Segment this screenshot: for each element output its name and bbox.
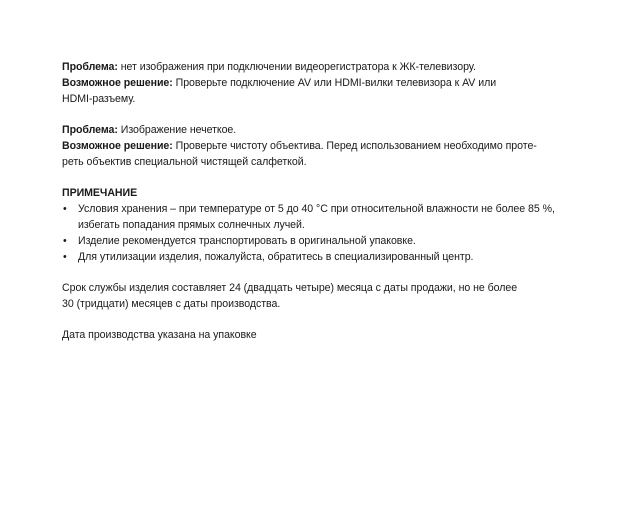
note-item-2: • Изделие рекомендуется транспортировать в оригинальной упаковке. (62, 233, 572, 249)
note-item-1 (62, 201, 572, 233)
service-life (62, 280, 572, 312)
problem-1-text: нет изображения при подключении видеорегистратора к ЖК-телевизору. (117, 61, 476, 73)
problem-1-label: Проблема: (62, 61, 118, 73)
note-item-1-line-1: Условия хранения – при температуре от 5 до 40 °С при относительной влажности не более 85 %, (78, 203, 555, 215)
solution-2 (62, 138, 572, 170)
problem-1 (62, 59, 572, 75)
problem-2 (62, 122, 572, 138)
service-life-line-1: Срок службы изделия составляет 24 (двадцать четыре) месяца с даты продажи, но не более (62, 282, 518, 294)
note-item-1-line-2: избегать попадания прямых солнечных лучей. (78, 219, 305, 231)
solution-1-label: Возможное решение: (62, 77, 173, 89)
note-list (62, 201, 572, 265)
solution-1-line-2: HDMI-разъему. (62, 93, 136, 105)
problem-2-text: Изображение нечеткое. (117, 124, 237, 136)
solution-2-label: Возможное решение: (62, 140, 173, 152)
document-content (62, 59, 572, 343)
problem-2-label: Проблема: (62, 124, 118, 136)
service-life-line-2: 30 (тридцати) месяцев с даты производства. (62, 298, 281, 310)
production-date: Дата производства указана на упаковке (62, 329, 257, 341)
note-item-3: • Для утилизации изделия, пожалуйста, обратитесь в специализированный центр. (62, 249, 572, 265)
solution-2-line-1: Проверьте чистоту объектива. Перед использованием необходимо проте- (172, 140, 537, 152)
solution-1 (62, 75, 572, 107)
note-heading: ПРИМЕЧАНИЕ (62, 187, 138, 199)
solution-1-line-1: Проверьте подключение AV или HDMI-вилки телевизора к AV или (172, 77, 497, 89)
solution-2-line-2: реть объектив специальной чистящей салфеткой. (62, 156, 307, 168)
